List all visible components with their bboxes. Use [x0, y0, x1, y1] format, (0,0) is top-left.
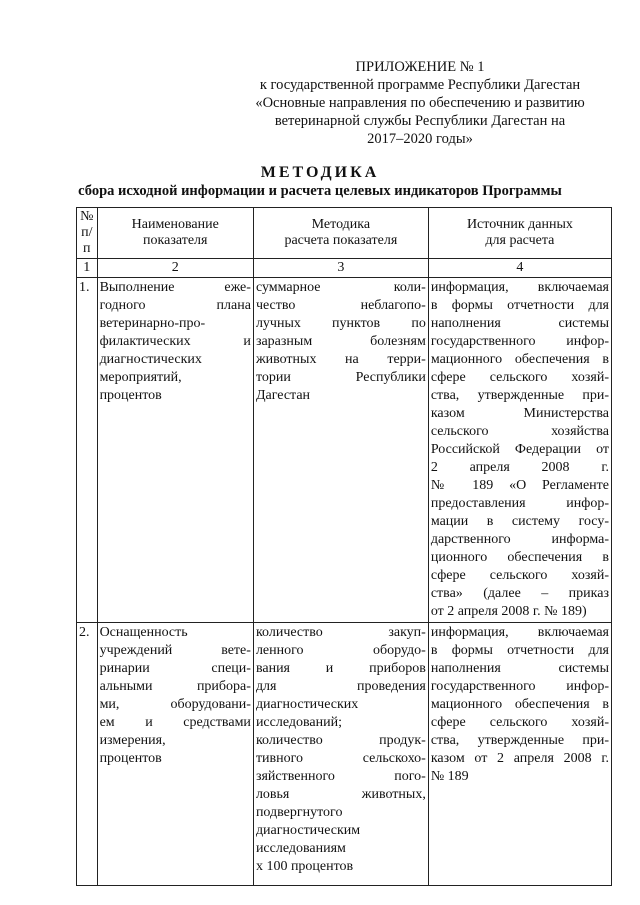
- column-number: 3: [253, 259, 428, 278]
- source-text-line: в формы отчетности для: [430, 643, 609, 658]
- method-text-line: лучных пунктов по: [255, 316, 426, 331]
- method-text-line: исследованиям: [255, 841, 346, 856]
- header-number: [77, 208, 98, 259]
- indicator-text-line: учреждений вете-: [99, 643, 251, 658]
- source-text-line: мационного обеспечения в: [430, 352, 609, 367]
- method-text-line: количество продук-: [255, 733, 426, 748]
- header-indicator: [97, 208, 253, 259]
- method-text-line: количество закуп-: [255, 625, 426, 640]
- source-text-line: сфере сельского хозяй-: [430, 715, 609, 730]
- document-title: МЕТОДИКА: [260, 164, 380, 181]
- method-text-line: тории Республики: [255, 370, 426, 385]
- source-text-line: сельского хозяйства: [430, 424, 609, 439]
- cell-indicator: [97, 623, 253, 886]
- cell-method: [253, 278, 428, 623]
- source-text-line: ства, утвержденные при-: [430, 733, 609, 748]
- header-text: п/п: [81, 225, 93, 256]
- header-source: [428, 208, 611, 259]
- method-text-line: вания и приборов: [255, 661, 426, 676]
- indicator-text-line: Оснащенность: [99, 625, 188, 640]
- header-text: Наименование: [131, 217, 219, 232]
- column-number: 1: [77, 259, 98, 278]
- source-text-line: 2 апреля 2008 г.: [430, 460, 609, 475]
- source-text-line: государственного инфор-: [430, 679, 609, 694]
- method-text-line: тивного сельскохо-: [255, 751, 426, 766]
- appendix-line: «Основные направления по обеспечению и развитию: [255, 95, 585, 111]
- methodology-table: [76, 207, 612, 886]
- method-text-line: х 100 процентов: [255, 859, 354, 874]
- method-text-line: заразным болезням: [255, 334, 426, 349]
- source-text-line: наполнения системы: [430, 316, 609, 331]
- source-text-line: № 189: [430, 769, 469, 784]
- source-text-line: Российской Федерации от: [430, 442, 609, 457]
- indicator-text-line: альными прибора-: [99, 679, 251, 694]
- cell-source: [428, 623, 611, 886]
- source-text-line: сфере сельского хозяй-: [430, 370, 609, 385]
- source-text-line: наполнения системы: [430, 661, 609, 676]
- indicator-text-line: ринарии специ-: [99, 661, 251, 676]
- indicator-text-line: мероприятий,: [99, 370, 182, 385]
- indicator-text-line: ем и средствами: [99, 715, 251, 730]
- header-method: [253, 208, 428, 259]
- header-text: расчета показателя: [284, 233, 398, 248]
- source-text-line: государственного инфор-: [430, 334, 609, 349]
- method-text-line: чество неблагопо-: [255, 298, 426, 313]
- indicator-text-line: измерения,: [99, 733, 166, 748]
- indicator-text-line: Выполнение еже-: [99, 280, 251, 295]
- source-text-line: информация, включаемая: [430, 625, 609, 640]
- table-row: [77, 623, 612, 886]
- column-number-row: [77, 259, 612, 278]
- indicator-text-line: филактических и: [99, 334, 251, 349]
- source-text-line: мационного обеспечения в: [430, 697, 609, 712]
- appendix-line: ветеринарной службы Республики Дагестан на: [274, 113, 566, 129]
- source-text-line: информация, включаемая: [430, 280, 609, 295]
- indicator-text-line: годного плана: [99, 298, 251, 313]
- document-subtitle: сбора исходной информации и расчета целевых индикаторов Программы: [78, 183, 562, 199]
- source-text-line: сфере сельского хозяй-: [430, 568, 609, 583]
- row-number: 2.: [77, 623, 98, 886]
- source-text-line: ства, утвержденные при-: [430, 388, 609, 403]
- source-text-line: ционного обеспечения в: [430, 550, 609, 565]
- method-text-line: ленного оборудо-: [255, 643, 426, 658]
- method-text-line: ловья животных,: [255, 787, 426, 802]
- source-text-line: дарственного информа-: [430, 532, 609, 547]
- source-text-line: от 2 апреля 2008 г. № 189): [430, 604, 587, 619]
- header-text: Источник данных: [466, 217, 573, 232]
- indicator-text-line: процентов: [99, 388, 162, 403]
- source-text-line: мации в систему госу-: [430, 514, 609, 529]
- table-row: [77, 278, 612, 623]
- appendix-line: к государственной программе Республики Дагестан: [259, 77, 581, 93]
- source-text-line: ства» (далее – приказ: [430, 586, 609, 601]
- method-text-line: суммарное коли-: [255, 280, 426, 295]
- indicator-text-line: процентов: [99, 751, 162, 766]
- source-text-line: казом Министерства: [430, 406, 609, 421]
- method-text-line: диагностическим: [255, 823, 361, 838]
- appendix-number: ПРИЛОЖЕНИЕ № 1: [355, 59, 485, 75]
- source-text-line: № 189 «О Регламенте: [430, 478, 609, 493]
- cell-indicator: [97, 278, 253, 623]
- method-text-line: животных на терри-: [255, 352, 426, 367]
- header-text: №: [80, 209, 94, 224]
- source-text-line: казом от 2 апреля 2008 г.: [430, 751, 609, 766]
- header-text: показателя: [143, 233, 208, 248]
- method-text-line: для проведения: [255, 679, 426, 694]
- header-text: Методика: [311, 217, 371, 232]
- table-header-row: [77, 208, 612, 259]
- column-number: 2: [97, 259, 253, 278]
- header-text: для расчета: [485, 233, 555, 248]
- method-text-line: диагностических: [255, 697, 359, 712]
- table-body: [77, 278, 612, 886]
- indicator-text-line: диагностических: [99, 352, 202, 367]
- method-text-line: подвергнутого: [255, 805, 343, 820]
- row-number: 1.: [77, 278, 98, 623]
- indicator-text-line: ми, оборудовани-: [99, 697, 251, 712]
- cell-source: [428, 278, 611, 623]
- column-number: 4: [428, 259, 611, 278]
- source-text-line: предоставления инфор-: [430, 496, 609, 511]
- appendix-header: [220, 58, 620, 148]
- source-text-line: в формы отчетности для: [430, 298, 609, 313]
- method-text-line: исследований;: [255, 715, 343, 730]
- method-text-line: Дагестан: [255, 388, 311, 403]
- cell-method: [253, 623, 428, 886]
- indicator-text-line: ветеринарно-про-: [99, 316, 206, 331]
- appendix-line: 2017–2020 годы»: [367, 131, 473, 147]
- method-text-line: зяйственного пого-: [255, 769, 426, 784]
